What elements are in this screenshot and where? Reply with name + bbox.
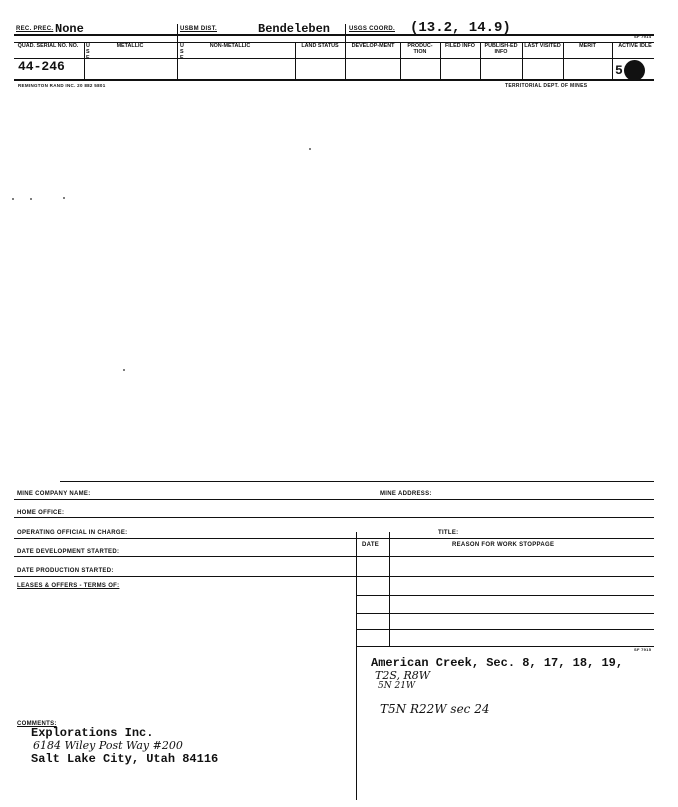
reason-work-stoppage-header: REASON FOR WORK STOPPAGE xyxy=(452,542,555,548)
divider xyxy=(563,42,564,81)
date-col-divider xyxy=(389,532,390,646)
quad-serial-value: 44-246 xyxy=(18,59,65,74)
divider xyxy=(84,42,85,81)
divider xyxy=(345,24,346,81)
usgs-coord-label: USGS COORD. xyxy=(349,26,395,32)
divider xyxy=(295,42,296,81)
row-rule xyxy=(14,538,654,539)
active-idle-mark: 5 xyxy=(615,63,623,78)
divider xyxy=(480,42,481,81)
col-land-status: LAND STATUS xyxy=(301,43,339,49)
active-status-dot xyxy=(624,60,645,81)
row-rule xyxy=(356,646,654,647)
operating-official-label: OPERATING OFFICIAL IN CHARGE: xyxy=(17,530,128,536)
card-top-rule xyxy=(60,481,654,482)
col-last-visited: LAST VISITED xyxy=(524,43,561,49)
rec-prec-value: None xyxy=(55,22,84,36)
location-line-3: 5N 21W xyxy=(378,681,416,691)
col-use-nonmetallic: U S E xyxy=(180,43,184,61)
usgs-coord-value: (13.2, 14.9) xyxy=(410,20,511,36)
scan-speck xyxy=(12,198,14,200)
center-divider xyxy=(356,532,357,800)
scan-speck xyxy=(309,148,311,150)
col-published-info: PUBLISH-ED INFO xyxy=(484,43,518,55)
scan-speck xyxy=(123,369,125,371)
mine-address-label: MINE ADDRESS: xyxy=(380,491,432,497)
location-line-4: T5N R22W sec 24 xyxy=(380,702,490,716)
comments-label: COMMENTS: xyxy=(17,721,57,727)
home-office-label: HOME OFFICE: xyxy=(17,510,65,516)
row-rule xyxy=(356,595,654,596)
divider xyxy=(522,42,523,81)
date-development-started-label: DATE DEVELOPMENT STARTED: xyxy=(17,549,120,555)
usbm-dist-value: Bendeleben xyxy=(258,22,331,36)
location-line-1: American Creek, Sec. 8, 17, 18, 19, xyxy=(371,656,624,670)
scan-speck xyxy=(63,197,65,199)
comment-line-1: Explorations Inc. xyxy=(31,726,154,740)
top-card-bottom-rule xyxy=(14,79,654,81)
department-footer: TERRITORIAL DEPT. OF MINES xyxy=(505,83,588,89)
mine-company-name-label: MINE COMPANY NAME: xyxy=(17,491,91,497)
row-rule xyxy=(14,556,654,557)
col-merit: MERIT xyxy=(579,43,596,49)
col-filed-info: FILED INFO xyxy=(445,43,475,49)
title-label: TITLE: xyxy=(438,530,459,536)
col-development: DEVELOP-MENT xyxy=(351,43,395,49)
divider xyxy=(612,42,613,81)
col-quad-serial: QUAD. SERIAL NO. NO. xyxy=(17,43,79,49)
date-production-started-label: DATE PRODUCTION STARTED: xyxy=(17,568,114,574)
form-number-top: SF 7914 xyxy=(634,34,652,39)
printer-footer: REMINGTON RAND INC. 20 882 5801 xyxy=(18,83,106,88)
location-line-2: T2S, R8W xyxy=(375,669,431,682)
comment-line-3: Salt Lake City, Utah 84116 xyxy=(31,752,219,766)
scan-speck xyxy=(30,198,32,200)
leases-offers-label: LEASES & OFFERS - TERMS OF: xyxy=(17,583,120,589)
row-rule xyxy=(14,499,654,500)
form-number-bottom: SF 7915 xyxy=(634,647,652,652)
top-card-top-rule xyxy=(14,34,654,36)
divider xyxy=(177,24,178,81)
usbm-dist-label: USBM DIST. xyxy=(180,26,218,32)
divider xyxy=(440,42,441,81)
col-production: PRODUC-TION xyxy=(407,43,433,55)
comment-line-2: 6184 Wiley Post Way #200 xyxy=(33,739,183,752)
col-metallic: METALLIC xyxy=(116,43,144,49)
rec-prec-label: REC. PREC. xyxy=(16,26,54,32)
row-rule xyxy=(356,613,654,614)
row-rule xyxy=(14,517,654,518)
divider xyxy=(400,42,401,81)
col-active-idle: ACTIVE IDLE xyxy=(618,43,652,49)
top-card-row-rule xyxy=(14,58,654,59)
row-rule xyxy=(14,576,654,577)
row-rule xyxy=(356,629,654,630)
col-use-metallic: U S E xyxy=(86,43,90,61)
date-column-header: DATE xyxy=(362,542,380,548)
col-nonmetallic: NON-METALLIC xyxy=(209,43,251,49)
